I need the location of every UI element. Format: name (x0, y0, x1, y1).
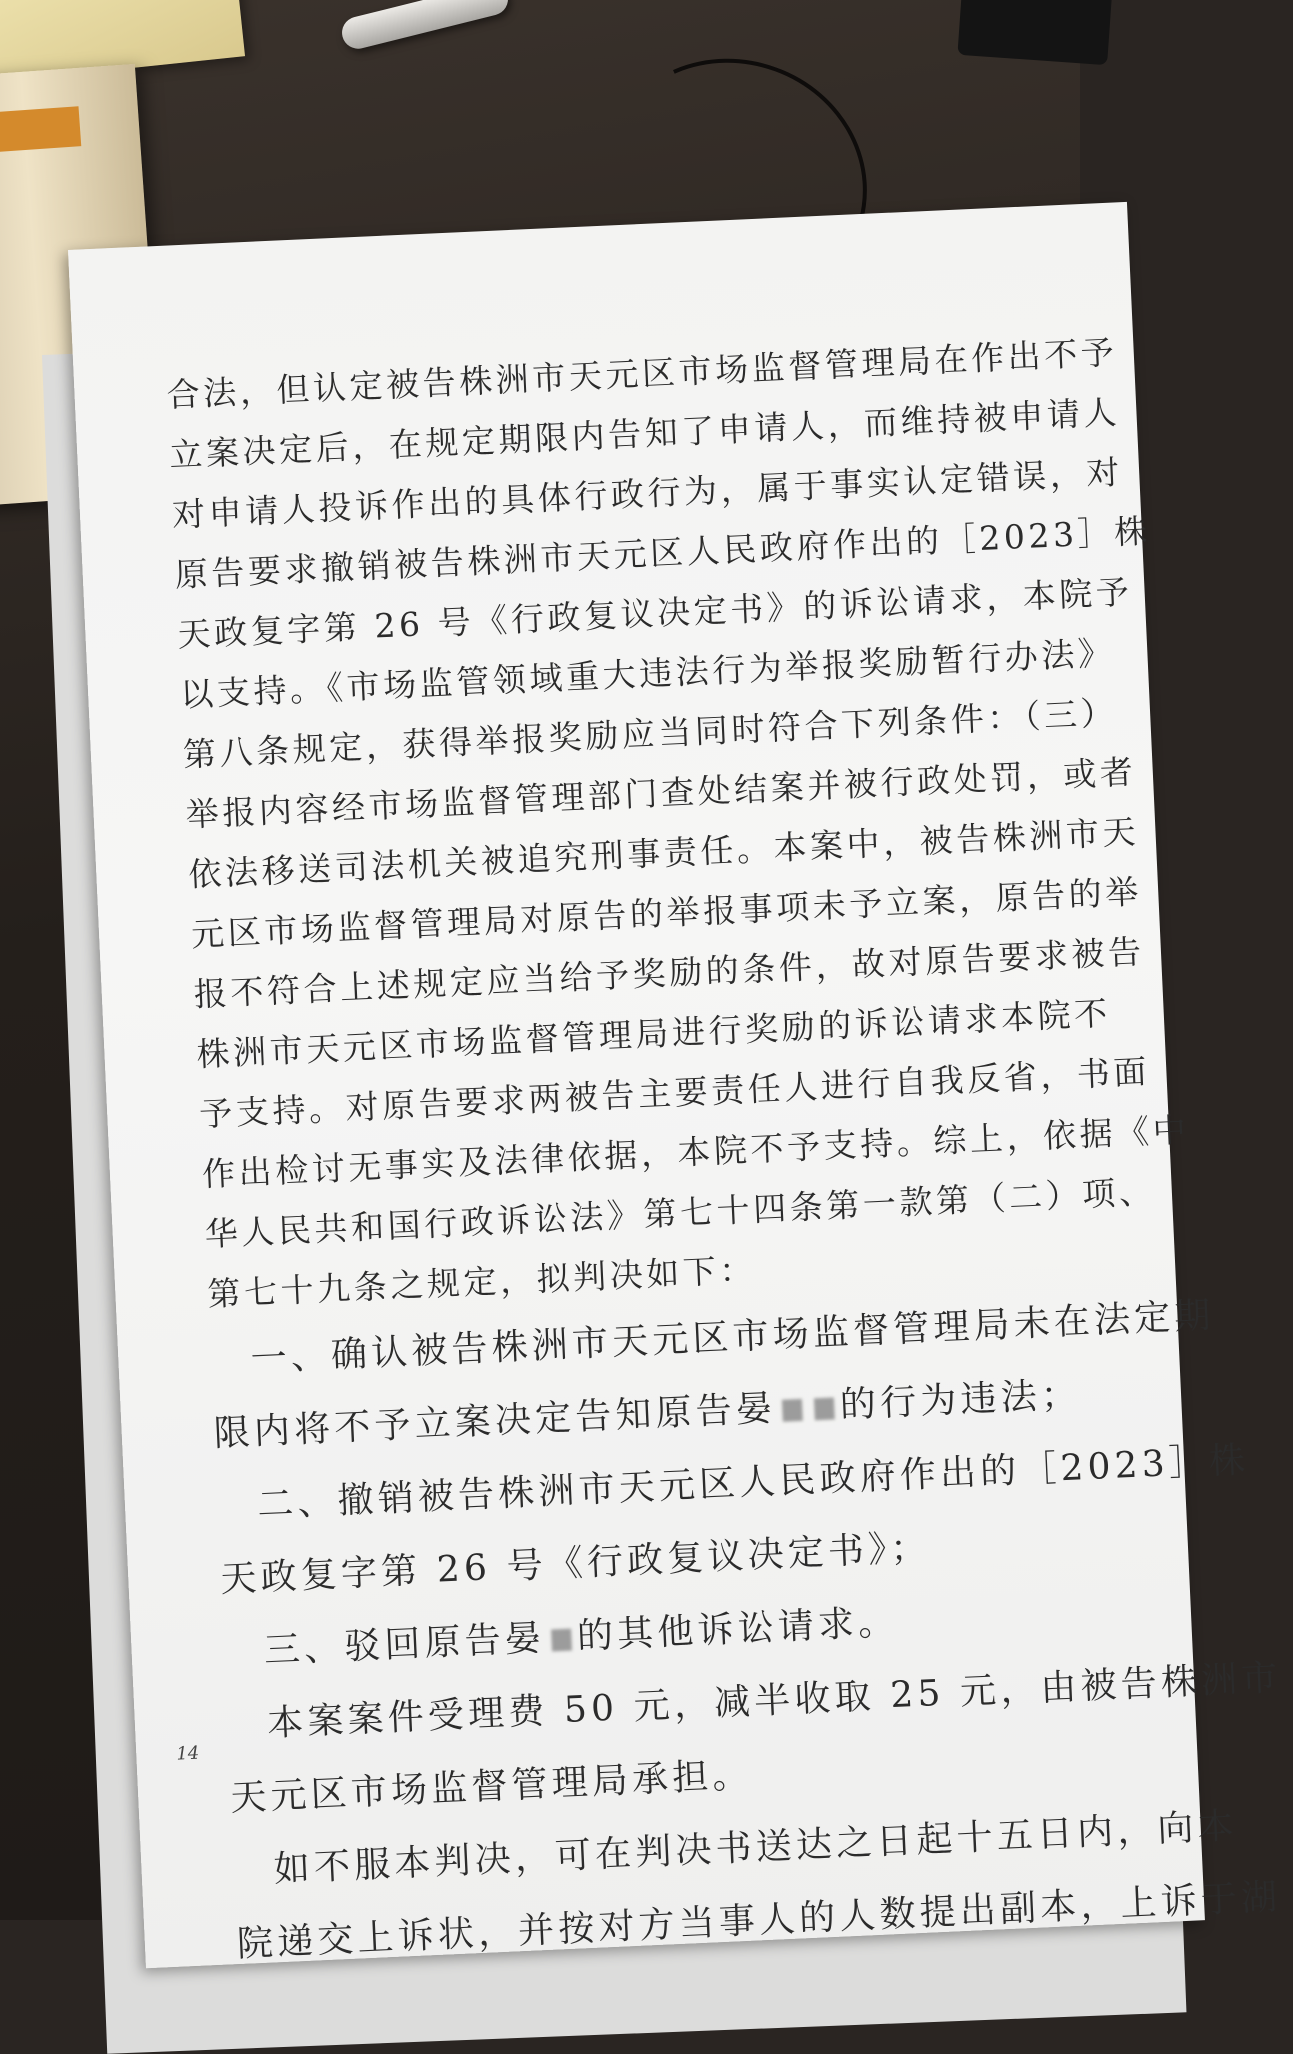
body-line: 立案决定后，在规定期限内告知了申请人，而维持被申请人 (168, 392, 1121, 475)
redacted-name (551, 1629, 572, 1652)
appeal-text: 院递交上诉状，并按对方当事人的人数提出副本，上诉于湖 (236, 1876, 1283, 1966)
appeal-text: 如不服本判决，可在判决书送达之日起十五日内，向本 (272, 1805, 1239, 1891)
fee-text: 本案案件受理费 50 元，减半收取 25 元，由被告株洲市 (266, 1657, 1283, 1745)
body-line: 原告要求撤销被告株洲市天元区人民政府作出的［2023］株 (173, 511, 1152, 595)
judgment-text: 三、驳回原告晏 (263, 1617, 547, 1672)
body-line: 举报内容经市场监督管理部门查处结案并被行政处罚，或者 (184, 752, 1138, 835)
keyboard (957, 0, 1112, 65)
body-line: 予支持。对原告要求两被告主要责任人进行自我反省，书面 (198, 1051, 1151, 1134)
body-line: 第七十九条之规定，拟判决如下： (206, 1249, 757, 1314)
judgment-text: 天政复字第 26 号《行政复议决定书》； (219, 1527, 932, 1601)
fee-text: 天元区市场监督管理局承担。 (229, 1754, 754, 1820)
redacted-name (814, 1397, 835, 1420)
body-line: 作出检讨无事实及法律依据，本院不予支持。综上，依据《中 (201, 1110, 1191, 1194)
redacted-name (782, 1399, 803, 1422)
body-line: 元区市场监督管理局对原告的举报事项未予立案，原告的举 (190, 871, 1143, 955)
judgment-text: 限内将不予立案决定告知原告晏 (212, 1388, 778, 1455)
body-line: 合法，但认定被告株洲市天元区市场监督管理局在作出不予 (165, 332, 1119, 415)
body-line: 以支持。《市场监管领域重大违法行为举报奖励暂行办法》 (179, 632, 1116, 715)
book-spine (0, 106, 81, 154)
document-body (165, 327, 1283, 1981)
body-line: 天政复字第 26 号《行政复议决定书》的诉讼请求，本院予 (176, 572, 1134, 655)
body-line: 依法移送司法机关被追究刑事责任。本案中，被告株洲市天 (187, 812, 1140, 895)
judgment-text: 的行为违法； (839, 1374, 1082, 1427)
body-line: 对申请人投诉作出的具体行政行为，属于事实认定错误，对 (171, 452, 1124, 535)
judgment-text: 的其他诉讼请求。 (576, 1601, 900, 1658)
body-line: 株洲市天元区市场监督管理局进行奖励的诉讼请求本院不 (195, 993, 1112, 1074)
body-line: 第八条规定，获得举报奖励应当同时符合下列条件：（三） (182, 692, 1119, 775)
body-line: 华人民共和国行政诉讼法》第七十四条第一款第（二）项、 (203, 1171, 1157, 1254)
pen (339, 0, 512, 52)
document-page (68, 202, 1283, 1968)
body-line: 报不符合上述规定应当给予奖励的条件，故对原告要求被告 (193, 931, 1146, 1015)
judgment-text: 一、确认被告株洲市天元区市场监督管理局未在法定期 (249, 1295, 1216, 1380)
page-number: 14 (175, 1742, 200, 1765)
judgment-text: 二、撤销被告株洲市天元区人民政府作出的［2023］株 (256, 1439, 1251, 1526)
